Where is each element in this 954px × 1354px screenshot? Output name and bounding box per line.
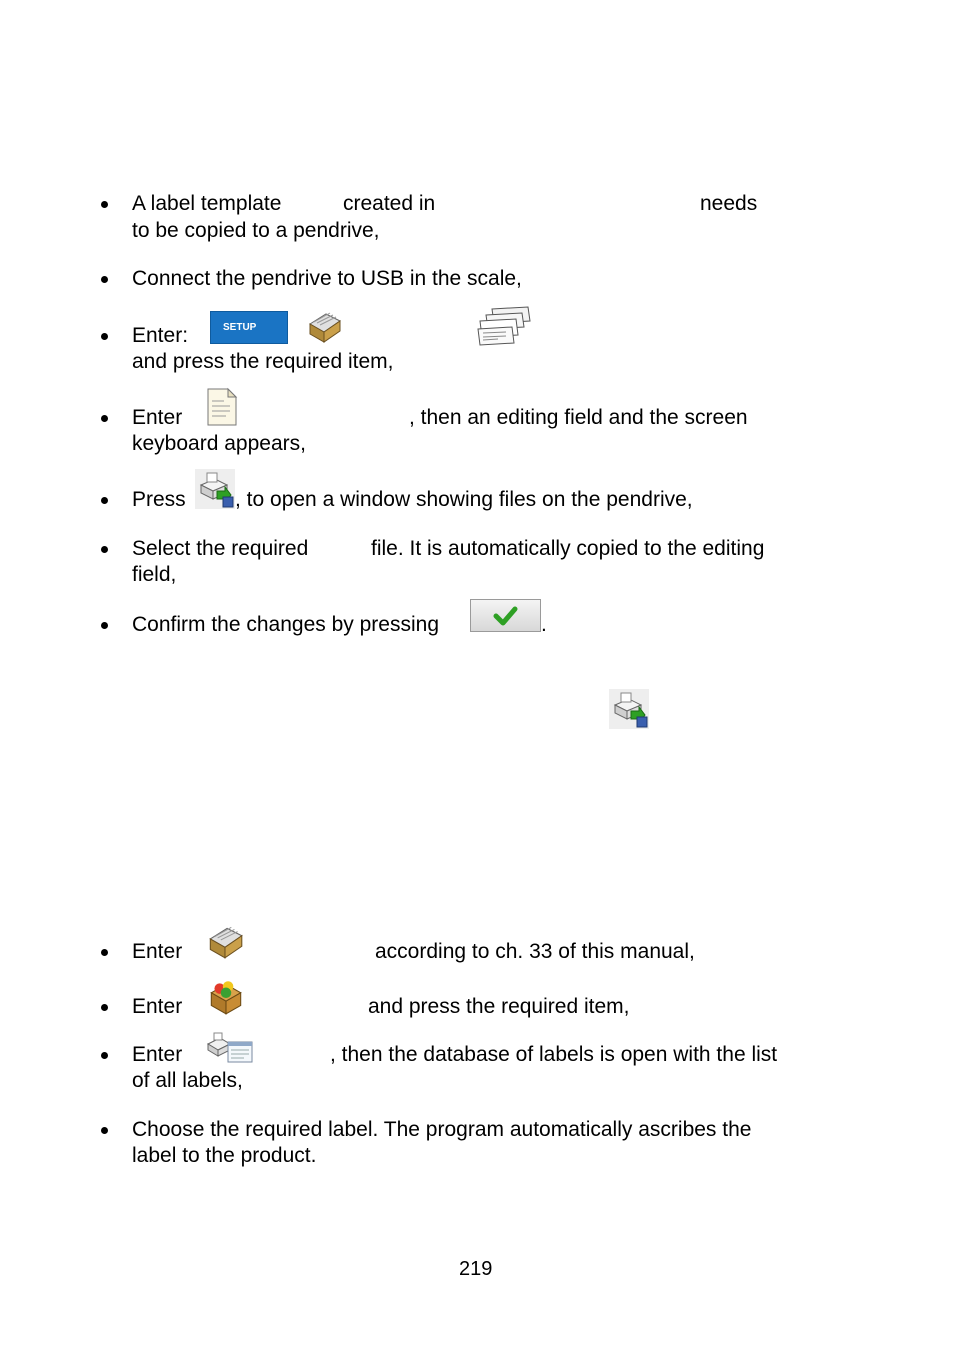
text-fragment: .	[541, 613, 547, 636]
labels-stack-icon	[476, 305, 532, 347]
text-fragment: needs	[700, 192, 758, 215]
text-fragment: according to ch. 33 of this manual,	[375, 940, 695, 963]
bullet	[101, 415, 108, 422]
text-fragment: Press	[132, 488, 186, 511]
text-fragment: created in	[343, 192, 436, 215]
text-line: Choose the required label. The program automatically ascribes the	[132, 1118, 752, 1141]
checkmark-icon	[471, 600, 540, 631]
text-fragment: , then an editing field and the screen	[409, 406, 748, 429]
printer-usb-icon	[195, 469, 235, 509]
text-line: of all labels,	[132, 1069, 243, 1092]
text-fragment: , then the database of labels is open with the list	[330, 1043, 778, 1066]
text-line: keyboard appears,	[132, 432, 306, 455]
database-drawer-icon	[304, 306, 344, 346]
text-fragment: Select the required	[132, 537, 309, 560]
product-box-icon	[205, 976, 247, 1018]
bullet	[101, 949, 108, 956]
bullet	[101, 276, 108, 283]
page-number: 219	[459, 1258, 493, 1280]
bullet	[101, 622, 108, 629]
text-line: label to the product.	[132, 1144, 317, 1167]
text-fragment: Enter	[132, 995, 183, 1018]
text-fragment: , to open a window showing files on the pendrive,	[235, 488, 693, 511]
text-line: and press the required item,	[132, 350, 394, 373]
text-fragment: and press the required item,	[368, 995, 630, 1018]
text-fragment: Enter	[132, 940, 183, 963]
confirm-button-image	[470, 599, 541, 632]
bullet	[101, 333, 108, 340]
setup-button-icon: SETUP	[210, 311, 288, 344]
text-fragment: Enter	[132, 1043, 183, 1066]
text-line: to be copied to a pendrive,	[132, 219, 380, 242]
text-fragment: file. It is automatically copied to the editing	[371, 537, 765, 560]
bullet	[101, 1127, 108, 1134]
bullet	[101, 497, 108, 504]
text-fragment: Enter	[132, 406, 183, 429]
bullet	[101, 546, 108, 553]
text-fragment: Enter:	[132, 324, 189, 347]
text-fragment: Confirm the changes by pressing	[132, 613, 439, 636]
text-fragment: A label template	[132, 192, 282, 215]
database-drawer-icon	[204, 920, 246, 962]
text-line: Connect the pendrive to USB in the scale,	[132, 267, 522, 290]
bullet	[101, 1052, 108, 1059]
printer-usb-icon	[609, 689, 649, 729]
bullet	[101, 1004, 108, 1011]
bullet	[101, 201, 108, 208]
text-line: field,	[132, 563, 177, 586]
document-icon	[206, 387, 238, 427]
printer-label-database-icon	[206, 1032, 254, 1064]
